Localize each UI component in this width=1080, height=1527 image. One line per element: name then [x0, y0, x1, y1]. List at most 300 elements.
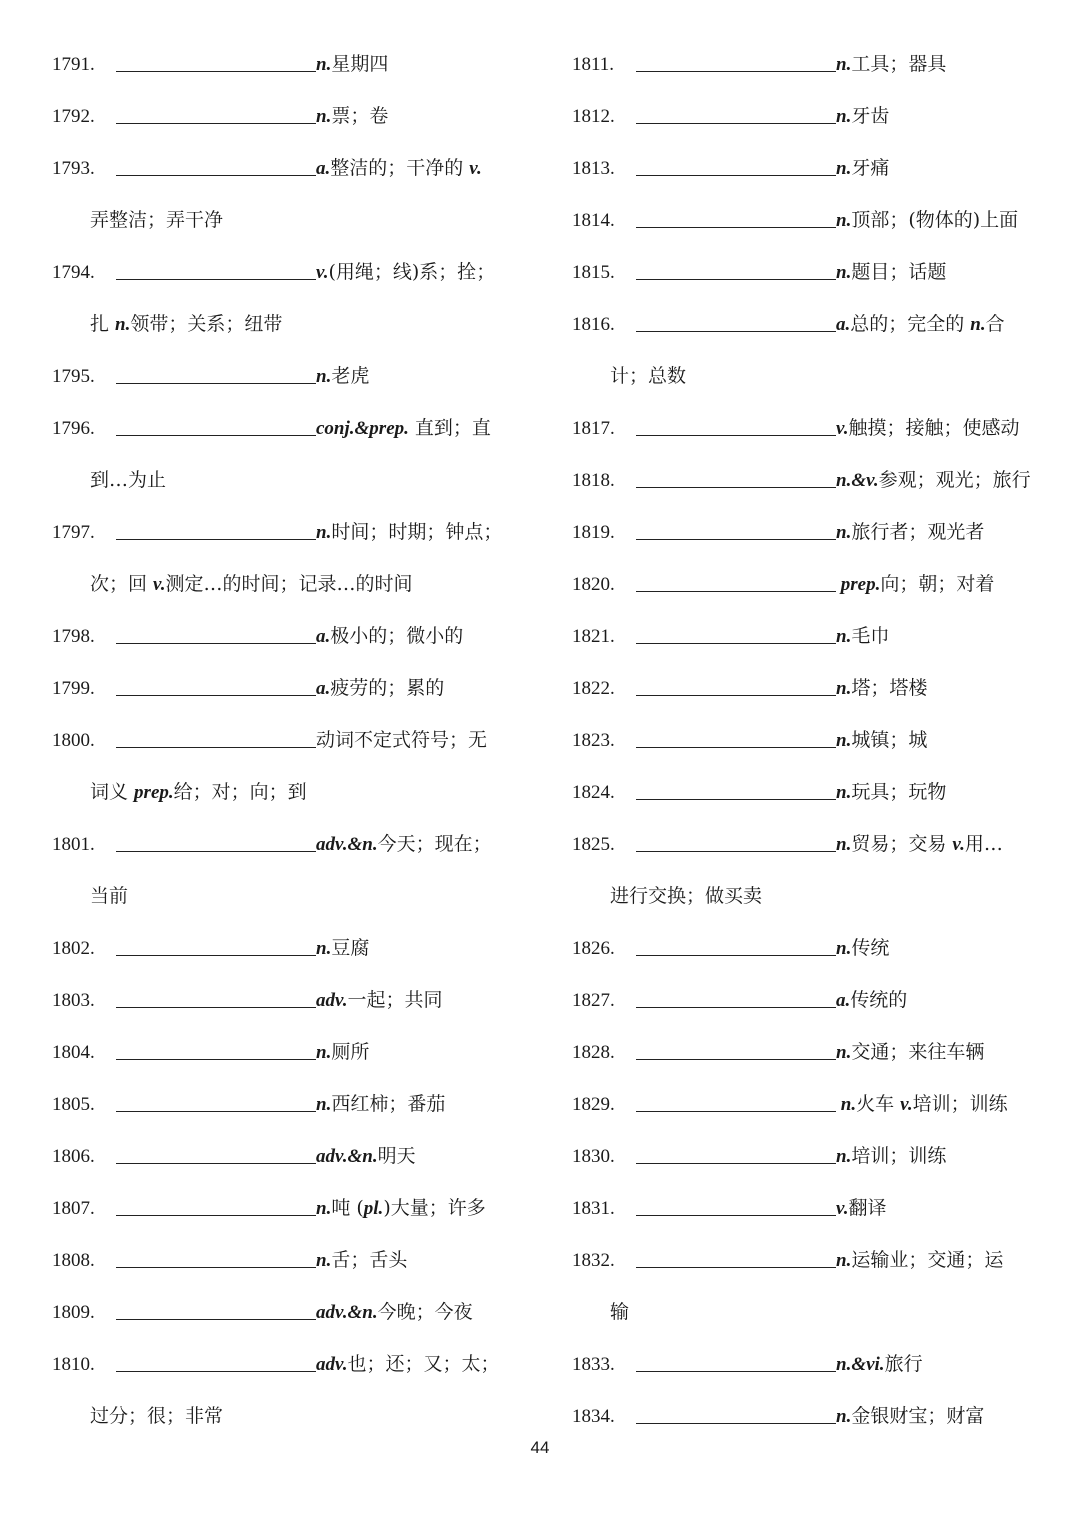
- definition: [836, 1093, 1008, 1115]
- vocab-entry: [52, 1026, 510, 1078]
- meaning-text: 西红柿；番茄: [331, 1093, 446, 1115]
- meaning-text: 毛巾: [851, 625, 890, 647]
- meaning-text: 参观；观光；旅行: [878, 469, 1031, 491]
- entry-number: 1798.: [52, 626, 95, 647]
- answer-blank[interactable]: [116, 434, 316, 436]
- vocab-entry: [52, 1234, 510, 1286]
- answer-blank[interactable]: [636, 1370, 836, 1372]
- definition: [90, 1405, 223, 1427]
- part-of-speech: n.: [316, 1250, 332, 1271]
- definition: [316, 261, 495, 283]
- entry-number: 1822.: [572, 678, 615, 699]
- entry-number: 1820.: [572, 574, 615, 595]
- answer-blank[interactable]: [636, 954, 836, 956]
- definition: [836, 521, 984, 543]
- meaning-text: 工具；器具: [851, 53, 947, 75]
- vocab-entry: [52, 1338, 510, 1390]
- vocab-entry: [572, 1338, 1030, 1390]
- meaning-text: )大量；许多: [383, 1197, 486, 1219]
- entry-number: 1797.: [52, 522, 95, 543]
- definition: [90, 209, 223, 231]
- definition: [90, 469, 166, 491]
- entry-number: 1828.: [572, 1042, 615, 1063]
- answer-blank[interactable]: [116, 850, 316, 852]
- vocab-entry: [52, 662, 510, 714]
- meaning-text: 城镇；城: [851, 729, 928, 751]
- entry-number: 1832.: [572, 1250, 615, 1271]
- part-of-speech: n.: [836, 54, 852, 75]
- definition: [316, 105, 388, 127]
- entry-number: 1812.: [572, 106, 615, 127]
- meaning-text: 明天: [377, 1145, 416, 1167]
- part-of-speech: n.: [836, 834, 852, 855]
- part-of-speech: n.: [316, 1198, 332, 1219]
- vocab-entry: [52, 90, 510, 142]
- vocab-entry: [52, 350, 510, 402]
- meaning-text: 一起；共同: [347, 989, 443, 1011]
- answer-blank[interactable]: [116, 1058, 316, 1060]
- part-of-speech: n.: [836, 626, 852, 647]
- vocab-entry: [572, 974, 1030, 1026]
- meaning-text: 弄整洁；弄干净: [90, 209, 224, 231]
- definition: [836, 625, 889, 647]
- definition: [836, 1145, 946, 1167]
- definition: [316, 1145, 416, 1167]
- answer-blank[interactable]: [116, 1110, 316, 1112]
- meaning-text: 极小的；微小的: [330, 625, 464, 647]
- meaning-text: 旅行者；观光者: [851, 521, 985, 543]
- definition: [316, 1249, 407, 1271]
- meaning-text: 牙齿: [851, 105, 890, 127]
- meaning-text: 今晚；今夜: [377, 1301, 473, 1323]
- vocab-entry: [52, 1286, 510, 1338]
- entry-number: 1800.: [52, 730, 95, 751]
- answer-blank[interactable]: [116, 174, 316, 176]
- definition: [316, 53, 388, 75]
- meaning-text: 给；对；向；到: [173, 781, 307, 803]
- entry-number: 1814.: [572, 210, 615, 231]
- meaning-text: 进行交换；做买卖: [610, 885, 763, 907]
- meaning-text: 旅行: [884, 1353, 923, 1375]
- vocab-entry: [572, 90, 1030, 142]
- part-of-speech: n.: [836, 1146, 852, 1167]
- meaning-text: 星期四: [331, 53, 389, 75]
- meaning-text: 吨 (: [331, 1197, 364, 1219]
- entry-number: 1810.: [52, 1354, 95, 1375]
- meaning-text: 也；还；又；太；: [347, 1353, 500, 1375]
- meaning-text: 豆腐: [331, 937, 370, 959]
- vocab-entry: [572, 454, 1030, 506]
- meaning-text: 动词不定式符号；无: [316, 729, 488, 751]
- entry-number: 1792.: [52, 106, 95, 127]
- vocab-entry: [52, 818, 510, 870]
- meaning-text: 时间；时期；钟点；: [331, 521, 503, 543]
- entry-continuation: [52, 870, 510, 922]
- meaning-text: 题目；话题: [851, 261, 947, 283]
- meaning-text: 向；朝；对着: [880, 573, 995, 595]
- definition: [316, 729, 487, 751]
- part-of-speech: n.: [316, 54, 332, 75]
- vocab-entry: [572, 1182, 1030, 1234]
- entry-number: 1802.: [52, 938, 95, 959]
- meaning-text: 培训；训练: [912, 1093, 1008, 1115]
- vocab-entry: [572, 142, 1030, 194]
- meaning-text: 扎: [90, 313, 116, 335]
- definition: [836, 469, 1031, 491]
- answer-blank[interactable]: [116, 278, 316, 280]
- part-of-speech: n.: [316, 366, 332, 387]
- part-of-speech: v.: [836, 1198, 849, 1219]
- part-of-speech: v.: [836, 418, 849, 439]
- part-of-speech: n.: [836, 106, 852, 127]
- vocab-entry: [52, 922, 510, 974]
- part-of-speech: n.: [836, 730, 852, 751]
- entry-number: 1805.: [52, 1094, 95, 1115]
- definition: [836, 53, 946, 75]
- part-of-speech: n.: [836, 1094, 857, 1115]
- vocab-entry: [572, 1026, 1030, 1078]
- vocab-entry: [572, 922, 1030, 974]
- answer-blank[interactable]: [636, 538, 836, 540]
- entry-number: 1833.: [572, 1354, 615, 1375]
- definition: [836, 1041, 984, 1063]
- definition: [836, 729, 927, 751]
- part-of-speech: n.: [316, 1094, 332, 1115]
- definition: [316, 989, 443, 1011]
- entry-number: 1809.: [52, 1302, 95, 1323]
- vocab-entry: [52, 506, 510, 558]
- part-of-speech: n.: [316, 106, 332, 127]
- entry-number: 1824.: [572, 782, 615, 803]
- vocab-entry: [572, 610, 1030, 662]
- entry-number: 1834.: [572, 1406, 615, 1427]
- part-of-speech: adv.: [316, 1354, 348, 1375]
- entry-number: 1831.: [572, 1198, 615, 1219]
- page-number: 44: [530, 1438, 550, 1457]
- meaning-text: 领带；关系；纽带: [130, 313, 283, 335]
- definition: [316, 677, 444, 699]
- vocab-entry: [572, 818, 1030, 870]
- answer-blank[interactable]: [636, 746, 836, 748]
- entry-number: 1793.: [52, 158, 95, 179]
- part-of-speech: v.: [153, 574, 166, 595]
- part-of-speech: a.: [316, 678, 331, 699]
- answer-blank[interactable]: [636, 486, 836, 488]
- definition: [316, 1301, 473, 1323]
- part-of-speech: n.: [115, 314, 131, 335]
- vocab-entry: [52, 402, 510, 454]
- definition: [836, 209, 1018, 231]
- entry-number: 1825.: [572, 834, 615, 855]
- meaning-text: 触摸；接触；使感动: [848, 417, 1020, 439]
- meaning-text: 玩具；玩物: [851, 781, 947, 803]
- answer-blank[interactable]: [116, 122, 316, 124]
- answer-blank[interactable]: [636, 278, 836, 280]
- answer-blank[interactable]: [636, 1006, 836, 1008]
- definition: [610, 1301, 629, 1323]
- vocab-entry: [52, 1130, 510, 1182]
- answer-blank[interactable]: [636, 330, 836, 332]
- answer-blank[interactable]: [116, 1370, 316, 1372]
- entry-number: 1794.: [52, 262, 95, 283]
- definition: [836, 1353, 923, 1375]
- definition: [316, 1353, 500, 1375]
- answer-blank[interactable]: [636, 174, 836, 176]
- part-of-speech: n.: [836, 262, 852, 283]
- meaning-text: 交通；来往车辆: [851, 1041, 985, 1063]
- answer-blank[interactable]: [636, 1162, 836, 1164]
- definition: [836, 1249, 1003, 1271]
- entry-number: 1830.: [572, 1146, 615, 1167]
- definition: [316, 365, 369, 387]
- definition: [836, 1405, 984, 1427]
- part-of-speech: n.: [316, 938, 332, 959]
- entry-number: 1823.: [572, 730, 615, 751]
- definition: [836, 677, 927, 699]
- entry-number: 1807.: [52, 1198, 95, 1219]
- entry-number: 1829.: [572, 1094, 615, 1115]
- definition: [90, 781, 307, 803]
- meaning-text: 老虎: [331, 365, 370, 387]
- meaning-text: 金银财宝；财富: [851, 1405, 985, 1427]
- part-of-speech: n.: [836, 522, 852, 543]
- meaning-text: (用绳；线)系；拴；: [328, 261, 496, 283]
- meaning-text: 疲劳的；累的: [330, 677, 445, 699]
- entry-number: 1821.: [572, 626, 615, 647]
- entry-continuation: [572, 870, 1030, 922]
- part-of-speech: conj.&prep.: [316, 418, 409, 439]
- vocab-entry: [52, 1182, 510, 1234]
- definition: [836, 261, 946, 283]
- answer-blank[interactable]: [116, 1266, 316, 1268]
- part-of-speech: n.: [836, 158, 852, 179]
- meaning-text: 计；总数: [610, 365, 687, 387]
- vocab-entry: [52, 610, 510, 662]
- meaning-text: 直到；直: [408, 417, 491, 439]
- meaning-text: 厕所: [331, 1041, 370, 1063]
- part-of-speech: a.: [316, 626, 331, 647]
- answer-blank[interactable]: [636, 434, 836, 436]
- meaning-text: 合: [985, 313, 1005, 335]
- part-of-speech: n.: [836, 938, 852, 959]
- part-of-speech: n.: [836, 1042, 852, 1063]
- entry-number: 1811.: [572, 54, 615, 75]
- meaning-text: 测定…的时间；记录…的时间: [165, 573, 413, 595]
- entry-number: 1804.: [52, 1042, 95, 1063]
- entry-number: 1799.: [52, 678, 95, 699]
- definition: [836, 417, 1020, 439]
- definition: [316, 1093, 445, 1115]
- definition: [316, 417, 491, 439]
- answer-blank[interactable]: [636, 1422, 836, 1424]
- part-of-speech: n.: [970, 314, 986, 335]
- answer-blank[interactable]: [636, 1058, 836, 1060]
- entry-number: 1827.: [572, 990, 615, 1011]
- part-of-speech: adv.: [316, 990, 348, 1011]
- part-of-speech: prep.: [134, 782, 174, 803]
- right-column: [572, 38, 1030, 1442]
- entry-number: 1795.: [52, 366, 95, 387]
- definition: [316, 157, 482, 179]
- vocab-entry: [572, 402, 1030, 454]
- definition: [836, 157, 889, 179]
- part-of-speech: n.: [836, 782, 852, 803]
- meaning-text: 顶部；(物体的)上面: [851, 209, 1019, 231]
- part-of-speech: a.: [316, 158, 331, 179]
- part-of-speech: adv.&n.: [316, 1146, 378, 1167]
- entry-number: 1819.: [572, 522, 615, 543]
- part-of-speech: n.&v.: [836, 470, 879, 491]
- answer-blank[interactable]: [636, 798, 836, 800]
- answer-blank[interactable]: [116, 1318, 316, 1320]
- answer-blank[interactable]: [636, 1266, 836, 1268]
- answer-blank[interactable]: [116, 70, 316, 72]
- definition: [836, 105, 889, 127]
- meaning-text: 过分；很；非常: [90, 1405, 224, 1427]
- part-of-speech: adv.&n.: [316, 1302, 378, 1323]
- definition: [610, 365, 686, 387]
- part-of-speech: a.: [836, 990, 851, 1011]
- entry-number: 1817.: [572, 418, 615, 439]
- definition: [836, 573, 994, 595]
- part-of-speech: v.: [316, 262, 329, 283]
- part-of-speech: adv.&n.: [316, 834, 378, 855]
- entry-continuation: [52, 194, 510, 246]
- part-of-speech: prep.: [836, 574, 881, 595]
- answer-blank[interactable]: [636, 226, 836, 228]
- vocab-entry: [52, 1078, 510, 1130]
- meaning-text: 火车: [856, 1093, 901, 1115]
- meaning-text: 传统: [851, 937, 890, 959]
- vocab-entry: [52, 714, 510, 766]
- meaning-text: 塔；塔楼: [851, 677, 928, 699]
- entry-continuation: [52, 454, 510, 506]
- left-column: [52, 38, 510, 1442]
- meaning-text: 运输业；交通；运: [851, 1249, 1004, 1271]
- part-of-speech: n.: [316, 1042, 332, 1063]
- answer-blank[interactable]: [636, 590, 836, 592]
- vocab-entry: [572, 714, 1030, 766]
- definition: [836, 989, 907, 1011]
- meaning-text: 今天；现在；: [377, 833, 492, 855]
- answer-blank[interactable]: [116, 1006, 316, 1008]
- answer-blank[interactable]: [116, 1162, 316, 1164]
- vocab-entry: [572, 1130, 1030, 1182]
- entry-number: 1826.: [572, 938, 615, 959]
- part-of-speech: n.: [836, 210, 852, 231]
- entry-continuation: [52, 766, 510, 818]
- meaning-text: 输: [610, 1301, 630, 1323]
- vocab-entry: [572, 246, 1030, 298]
- answer-blank[interactable]: [636, 642, 836, 644]
- answer-blank[interactable]: [116, 1214, 316, 1216]
- meaning-text: 总的；完全的: [850, 313, 971, 335]
- vocab-entry: [572, 558, 1030, 610]
- meaning-text: 到…为止: [90, 469, 167, 491]
- definition: [316, 833, 492, 855]
- answer-blank[interactable]: [116, 382, 316, 384]
- answer-blank[interactable]: [116, 538, 316, 540]
- answer-blank[interactable]: [116, 746, 316, 748]
- entry-number: 1816.: [572, 314, 615, 335]
- definition: [90, 573, 413, 595]
- answer-blank[interactable]: [636, 122, 836, 124]
- definition: [316, 1041, 369, 1063]
- entry-number: 1801.: [52, 834, 95, 855]
- definition: [836, 781, 946, 803]
- vocab-entry: [572, 194, 1030, 246]
- meaning-text: 次；回: [90, 573, 154, 595]
- meaning-text: 票；卷: [331, 105, 389, 127]
- entry-number: 1808.: [52, 1250, 95, 1271]
- part-of-speech: v.: [469, 158, 482, 179]
- vocab-entry: [572, 38, 1030, 90]
- vocab-entry: [572, 506, 1030, 558]
- vocab-entry: [572, 766, 1030, 818]
- meaning-text: 培训；训练: [851, 1145, 947, 1167]
- part-of-speech: n.: [316, 522, 332, 543]
- definition: [316, 521, 502, 543]
- definition: [836, 1197, 887, 1219]
- meaning-text: 用…: [964, 833, 1003, 855]
- entry-continuation: [52, 1390, 510, 1442]
- part-of-speech: pl.: [363, 1198, 384, 1219]
- definition: [316, 937, 369, 959]
- answer-blank[interactable]: [636, 1214, 836, 1216]
- vocab-entry: [572, 1234, 1030, 1286]
- definition: [90, 313, 282, 335]
- vocab-entry: [52, 38, 510, 90]
- meaning-text: 翻译: [848, 1197, 887, 1219]
- definition: [610, 885, 762, 907]
- part-of-speech: n.: [836, 1250, 852, 1271]
- answer-blank[interactable]: [636, 1110, 836, 1112]
- vocab-entry: [572, 662, 1030, 714]
- entry-number: 1813.: [572, 158, 615, 179]
- vocab-entry: [52, 142, 510, 194]
- part-of-speech: a.: [836, 314, 851, 335]
- entry-continuation: [52, 298, 510, 350]
- entry-number: 1803.: [52, 990, 95, 1011]
- vocab-entry: [52, 246, 510, 298]
- answer-blank[interactable]: [116, 694, 316, 696]
- answer-blank[interactable]: [636, 850, 836, 852]
- meaning-text: 传统的: [850, 989, 908, 1011]
- entry-continuation: [572, 350, 1030, 402]
- entry-number: 1791.: [52, 54, 95, 75]
- definition: [836, 833, 1003, 855]
- part-of-speech: v.: [900, 1094, 913, 1115]
- definition: [316, 1197, 486, 1219]
- answer-blank[interactable]: [116, 642, 316, 644]
- meaning-text: 舌；舌头: [331, 1249, 408, 1271]
- part-of-speech: n.: [836, 678, 852, 699]
- answer-blank[interactable]: [636, 694, 836, 696]
- entry-number: 1796.: [52, 418, 95, 439]
- answer-blank[interactable]: [116, 954, 316, 956]
- entry-continuation: [572, 1286, 1030, 1338]
- meaning-text: 当前: [90, 885, 129, 907]
- part-of-speech: n.: [836, 1406, 852, 1427]
- meaning-text: 词义: [90, 781, 135, 803]
- vocab-entry: [572, 1078, 1030, 1130]
- answer-blank[interactable]: [636, 70, 836, 72]
- definition: [316, 625, 463, 647]
- definition: [90, 885, 128, 907]
- part-of-speech: v.: [952, 834, 965, 855]
- entry-number: 1818.: [572, 470, 615, 491]
- definition: [836, 937, 889, 959]
